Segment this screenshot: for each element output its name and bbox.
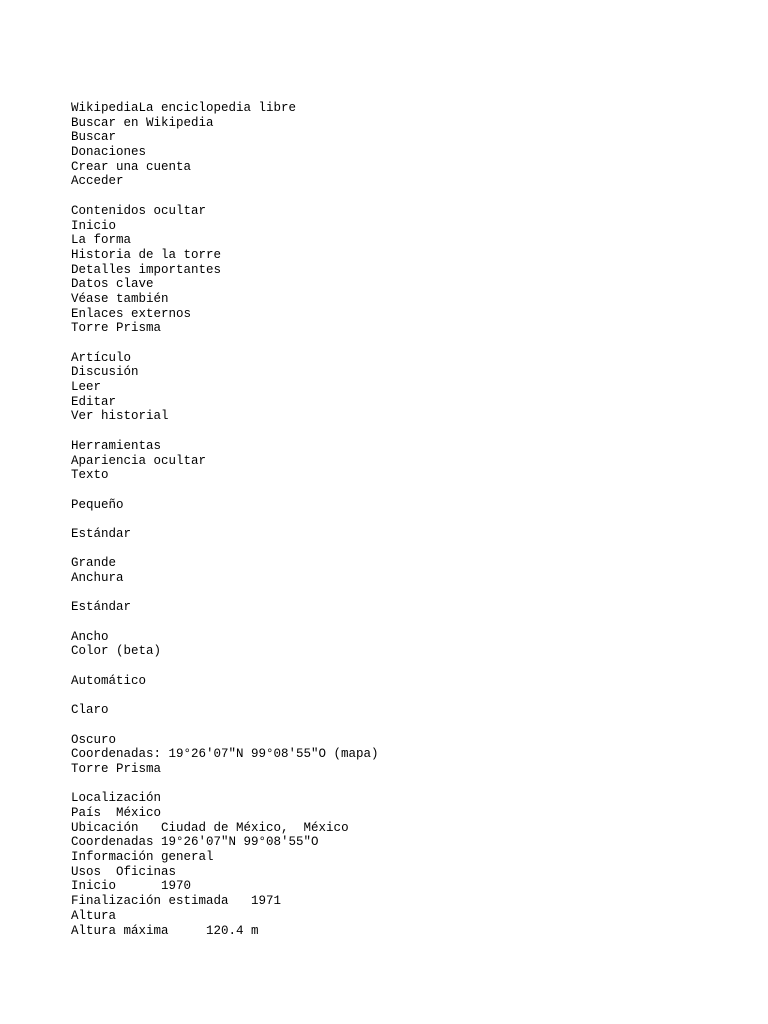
infobox-value: 1970 — [123, 879, 192, 894]
infobox-row — [71, 835, 751, 850]
infobox-height-header: Altura — [71, 908, 117, 923]
infobox-title: Torre Prisma — [71, 761, 162, 776]
toc-item-enlaces-externos[interactable]: Enlaces externos — [71, 306, 192, 321]
tab-history[interactable]: Ver historial — [71, 409, 169, 424]
spacer — [71, 512, 751, 527]
tab-read[interactable]: Leer — [71, 380, 102, 395]
infobox-label: Inicio — [71, 879, 117, 894]
spacer — [71, 718, 751, 733]
infobox-label: País — [71, 806, 102, 820]
width-wide-option[interactable]: Ancho — [71, 629, 109, 644]
wikipedia-logo[interactable]: WikipediaLa enciclopedia libre — [71, 101, 297, 115]
tab-discussion[interactable]: Discusión — [71, 365, 139, 380]
login-link[interactable]: Acceder — [71, 174, 124, 189]
coordinates-value-link[interactable]: 19°26′07″N 99°08′55″O — [161, 835, 319, 850]
toc-item-historia[interactable]: Historia de la torre — [71, 247, 222, 262]
toc-item-vease-tambien[interactable]: Véase también — [71, 291, 169, 306]
infobox-value: Oficinas — [108, 864, 177, 879]
color-dark-option[interactable]: Oscuro — [71, 732, 117, 747]
donations-link[interactable]: Donaciones — [71, 145, 147, 160]
coordinates-link[interactable]: Coordenadas: 19°26′07″N 99°08′55″O (mapa) — [71, 747, 379, 762]
create-account-link[interactable]: Crear una cuenta — [71, 159, 192, 174]
toc-item-la-forma[interactable]: La forma — [71, 233, 132, 248]
toc-title[interactable]: Contenidos ocultar — [71, 203, 207, 218]
spacer — [71, 336, 751, 351]
search-button[interactable]: Buscar — [71, 130, 117, 145]
spacer — [71, 615, 751, 630]
spacer — [71, 483, 751, 498]
infobox-label: Coordenadas — [71, 835, 154, 850]
tab-article[interactable]: Artículo — [71, 350, 132, 365]
infobox-row — [71, 879, 751, 894]
width-label: Anchura — [71, 571, 124, 585]
page-content — [71, 101, 751, 938]
tools-menu[interactable]: Herramientas — [71, 438, 162, 453]
spacer — [71, 659, 751, 674]
spacer — [71, 586, 751, 601]
appearance-toggle[interactable]: Apariencia ocultar — [71, 453, 207, 468]
infobox-row — [71, 865, 751, 880]
infobox-row — [71, 924, 751, 939]
infobox-value: 1971 — [236, 894, 282, 909]
infobox-row — [71, 894, 751, 909]
width-standard-option[interactable]: Estándar — [71, 600, 132, 615]
location-link[interactable]: Ciudad de México, México — [146, 820, 349, 835]
country-link[interactable]: México — [108, 806, 162, 820]
spacer — [71, 542, 751, 557]
infobox-value: 120.4 m — [176, 923, 259, 938]
search-input[interactable]: Buscar en Wikipedia — [71, 115, 214, 130]
text-size-label: Texto — [71, 468, 109, 483]
spacer — [71, 189, 751, 204]
spacer — [71, 424, 751, 439]
spacer — [71, 689, 751, 704]
color-light-option[interactable]: Claro — [71, 703, 109, 718]
spacer — [71, 777, 751, 792]
infobox-label: Altura máxima — [71, 923, 169, 938]
infobox-row — [71, 806, 751, 821]
tab-edit[interactable]: Editar — [71, 394, 117, 409]
infobox-row — [71, 821, 751, 836]
infobox-label: Ubicación — [71, 820, 139, 835]
infobox-label: Usos — [71, 864, 102, 879]
toc-item-detalles[interactable]: Detalles importantes — [71, 262, 222, 277]
page-title: Torre Prisma — [71, 321, 162, 336]
infobox-location-header: Localización — [71, 791, 162, 806]
color-label: Color (beta) — [71, 644, 162, 659]
text-size-standard-option[interactable]: Estándar — [71, 526, 132, 541]
text-size-large-option[interactable]: Grande — [71, 556, 117, 571]
toc-item-datos-clave[interactable]: Datos clave — [71, 277, 154, 292]
infobox-general-header: Información general — [71, 850, 214, 865]
color-auto-option[interactable]: Automático — [71, 673, 147, 688]
toc-item-inicio[interactable]: Inicio — [71, 218, 117, 233]
text-size-small-option[interactable]: Pequeño — [71, 497, 124, 512]
infobox-label: Finalización estimada — [71, 894, 229, 909]
